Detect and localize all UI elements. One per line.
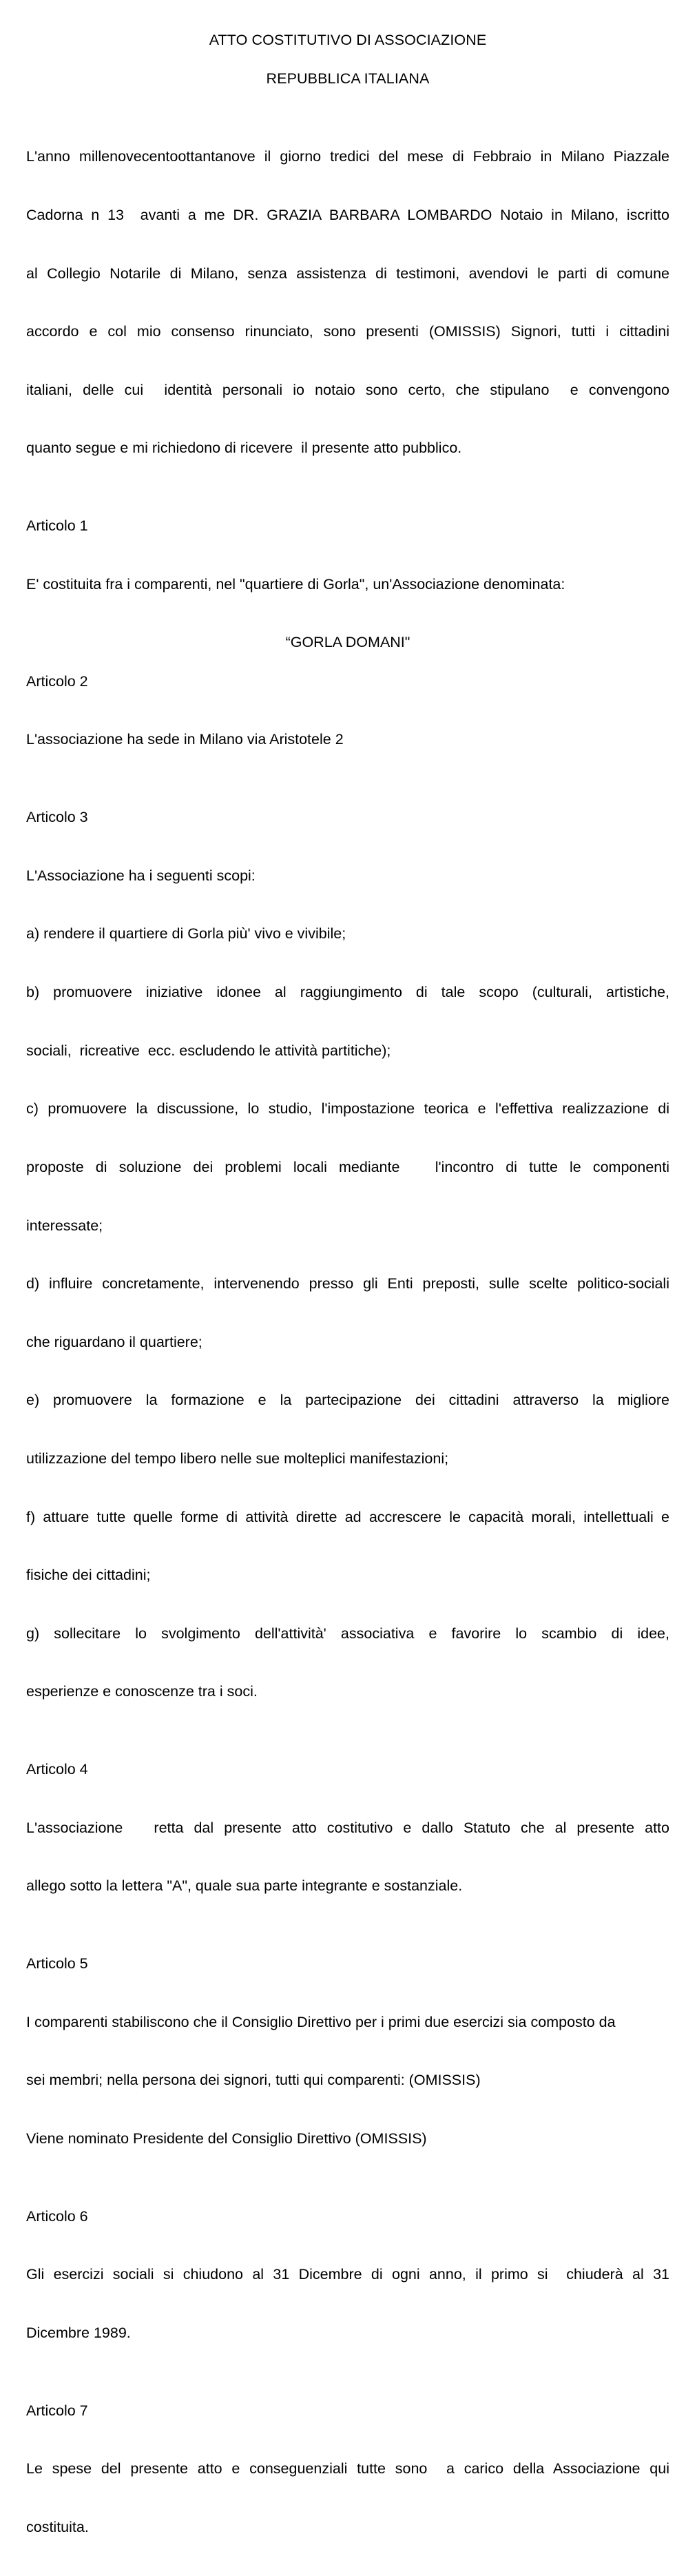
article-body-4 xyxy=(26,1779,669,1935)
article-line: sei membri; nella persona dei signori, tutti qui comparenti: (OMISSIS) xyxy=(26,2072,481,2089)
article-line: d) influire concretamente, intervenendo presso gli Enti preposti, sulle scelte politico-sociali xyxy=(26,1275,669,1292)
article-body-5 xyxy=(26,1973,669,2187)
article-heading-3: Articolo 3 xyxy=(26,809,88,826)
article-line: f) attuare tutte quelle forme di attività dirette ad accrescere le capacità morali, intellettuali e xyxy=(26,1508,669,1525)
article-line: sociali, ricreative ecc. escludendo le attività partitiche); xyxy=(26,1042,391,1059)
article-line: interessate; xyxy=(26,1217,103,1234)
article-line: E' costituita fra i comparenti, nel "quartiere di Gorla", un'Associazione denominata: xyxy=(26,575,565,593)
article-line: Gli esercizi sociali si chiudono al 31 Dicembre di ogni anno, il primo si chiuderà al 31 xyxy=(26,2266,669,2283)
article-line: costituita. xyxy=(26,2519,89,2536)
article-body-1 xyxy=(26,535,669,632)
article-body-2 xyxy=(26,691,669,788)
article-body-7 xyxy=(26,2420,669,2576)
article-heading-4: Articolo 4 xyxy=(26,1761,88,1778)
article-line: proposte di soluzione dei problemi locali mediante l'incontro di tutte le componenti xyxy=(26,1158,669,1175)
section-spacer xyxy=(26,2382,669,2401)
article-body-6 xyxy=(26,2226,669,2382)
article-line: e) promuovere la formazione e la partecipazione dei cittadini attraverso la migliore xyxy=(26,1392,669,1409)
article-line: L'Associazione ha i seguenti scopi: xyxy=(26,867,256,884)
preamble-line: al Collegio Notarile di Milano, senza assistenza di testimoni, avendovi le parti di comune xyxy=(26,265,669,282)
article-line: Dicembre 1989. xyxy=(26,2325,131,2342)
article-line: g) sollecitare lo svolgimento dell'attività' associativa e favorire lo scambio di idee, xyxy=(26,1625,669,1642)
article-heading-7: Articolo 7 xyxy=(26,2402,88,2419)
article-body-3 xyxy=(26,827,669,1740)
article-line: che riguardano il quartiere; xyxy=(26,1333,202,1350)
document-title: ATTO COSTITUTIVO DI ASSOCIAZIONE xyxy=(209,32,487,48)
preamble-paragraph xyxy=(26,108,669,497)
section-spacer xyxy=(26,1740,669,1760)
association-name: “GORLA DOMANI" xyxy=(285,634,410,651)
article-heading-1: Articolo 1 xyxy=(26,517,88,535)
article-line: allego sotto la lettera "A", quale sua parte integrante e sostanziale. xyxy=(26,1877,463,1895)
preamble-line: quanto segue e mi richiedono di ricevere il presente atto pubblico. xyxy=(26,440,462,457)
document-subtitle: REPUBBLICA ITALIANA xyxy=(266,70,430,87)
article-line: a) rendere il quartiere di Gorla più' vivo e vivibile; xyxy=(26,925,346,942)
section-spacer xyxy=(26,652,669,672)
article-line: L'associazione ha sede in Milano via Aristotele 2 xyxy=(26,731,344,748)
article-heading-6: Articolo 6 xyxy=(26,2207,88,2225)
title-spacer xyxy=(26,50,669,69)
subtitle-spacer xyxy=(26,88,669,108)
document-body xyxy=(26,30,669,2576)
section-spacer xyxy=(26,1935,669,1954)
preamble-line: accordo e col mio consenso rinunciato, sono presenti (OMISSIS) Signori, tutti i cittadini xyxy=(26,323,669,340)
article-line: Viene nominato Presidente del Consiglio Direttivo (OMISSIS) xyxy=(26,2130,427,2147)
article-line: utilizzazione del tempo libero nelle sue molteplici manifestazioni; xyxy=(26,1450,449,1467)
preamble-line: L'anno millenovecentoottantanove il giorno tredici del mese di Febbraio in Milano Piazzale xyxy=(26,148,669,165)
article-heading-2: Articolo 2 xyxy=(26,672,88,690)
article-line: I comparenti stabiliscono che il Consiglio Direttivo per i primi due esercizi sia composto da xyxy=(26,2013,616,2030)
section-spacer xyxy=(26,788,669,807)
preamble-line: Cadorna n 13 avanti a me DR. GRAZIA BARBARA LOMBARDO Notaio in Milano, iscritto xyxy=(26,207,669,224)
preamble-line: italiani, delle cui identità personali io notaio sono certo, che stipulano e convengono xyxy=(26,381,669,398)
article-line: L'associazione retta dal presente atto costitutivo e dallo Statuto che al presente atto xyxy=(26,1819,669,1836)
section-spacer xyxy=(26,2187,669,2207)
article-line: fisiche dei cittadini; xyxy=(26,1567,151,1584)
article-line: esperienze e conoscenze tra i soci. xyxy=(26,1683,258,1700)
article-line: b) promuovere iniziative idonee al raggiungimento di tale scopo (culturali, artistiche, xyxy=(26,984,669,1001)
article-heading-5: Articolo 5 xyxy=(26,1955,88,1972)
article-line: Le spese del presente atto e conseguenziali tutte sono a carico della Associazione qui xyxy=(26,2460,669,2477)
section-spacer xyxy=(26,497,669,516)
article-line: c) promuovere la discussione, lo studio, l'impostazione teorica e l'effettiva realizzazione di xyxy=(26,1100,669,1117)
